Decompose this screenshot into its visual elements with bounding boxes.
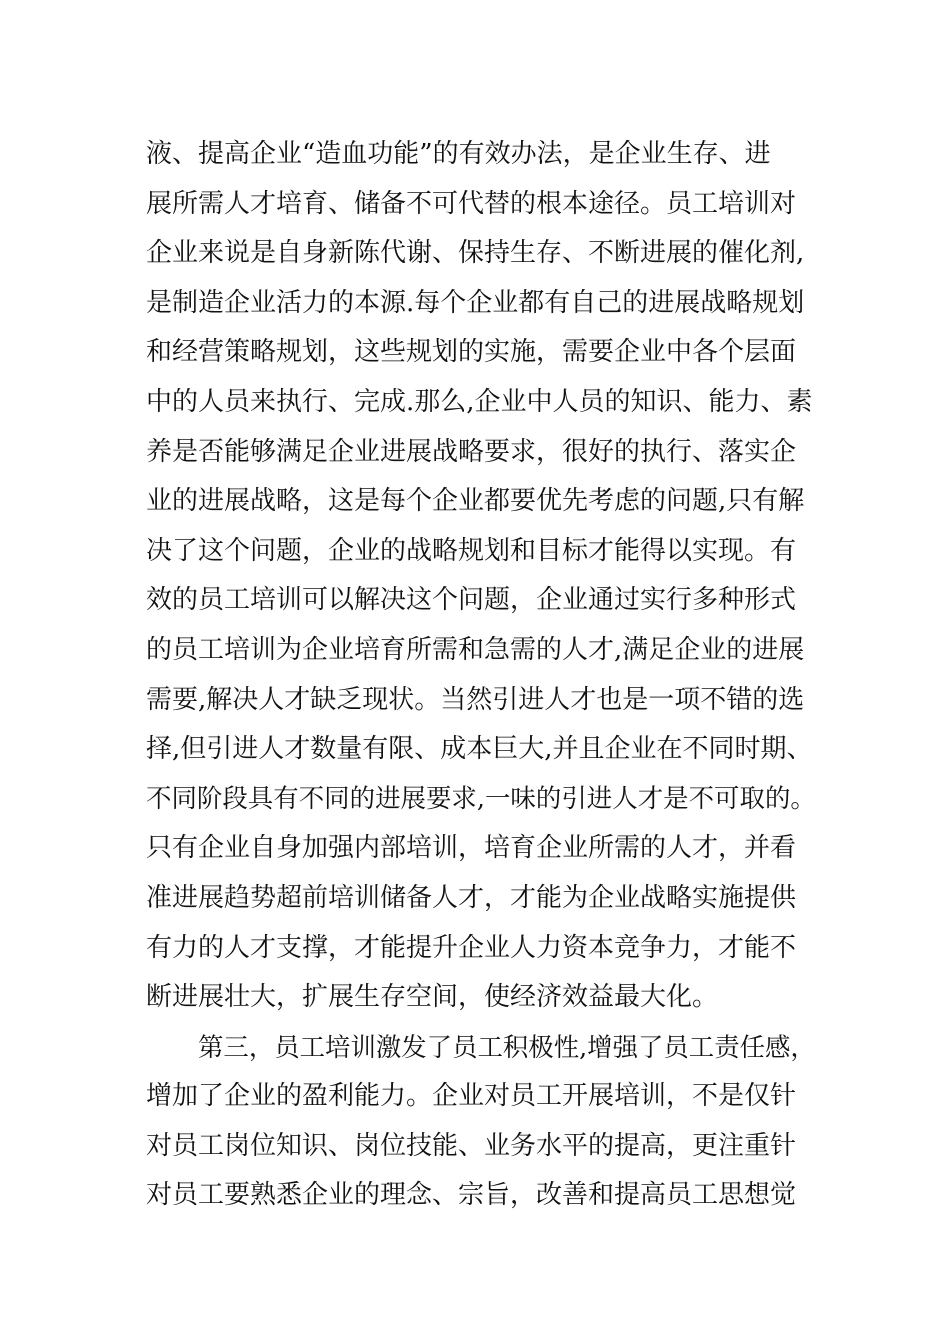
text-line: 效的员工培训可以解决这个问题，企业通过实行多种形式 <box>146 585 797 616</box>
text-line: 有力的人才支撑，才能提升企业人力资本竞争力，才能不 <box>146 932 797 963</box>
text-line: 和经营策略规划，这些规划的实施，需要企业中各个层面 <box>146 337 797 368</box>
text-line: 企业来说是自身新陈代谢、保持生存、不断进展的催化剂, <box>146 238 805 269</box>
text-line: 择,但引进人才数量有限、成本巨大,并且企业在不同时期、 <box>146 734 813 765</box>
text-line: 准进展趋势超前培训储备人才，才能为企业战略实施提供 <box>146 882 797 913</box>
text-line: 液、提高企业“造血功能”的有效办法，是企业生存、进 <box>146 139 771 169</box>
text-line: 增加了企业的盈利能力。企业对员工开展培训，不是仅针 <box>146 1081 797 1112</box>
text-line: 对员工要熟悉企业的理念、宗旨，改善和提高员工思想觉 <box>146 1180 797 1211</box>
text-line: 展所需人才培育、储备不可代替的根本途径。员工培训对 <box>146 188 797 219</box>
text-line: 的员工培训为企业培育所需和急需的人才,满足企业的进展 <box>146 634 805 665</box>
text-line: 需要,解决人才缺乏现状。当然引进人才也是一项不错的选 <box>146 684 805 715</box>
text-line: 只有企业自身加强内部培训，培育企业所需的人才，并看 <box>146 833 797 864</box>
text-line: 断进展壮大，扩展生存空间，使经济效益最大化。 <box>146 982 719 1013</box>
text-line: 不同阶段具有不同的进展要求,一味的引进人才是不可取的。 <box>146 783 816 814</box>
text-line: 是制造企业活力的本源.每个企业都有自己的进展战略规划 <box>146 287 805 318</box>
text-line: 对员工岗位知识、岗位技能、业务水平的提高，更注重针 <box>146 1130 797 1161</box>
text-line: 决了这个问题，企业的战略规划和目标才能得以实现。有 <box>146 535 797 566</box>
text-line: 养是否能够满足企业进展战略要求，很好的执行、落实企 <box>146 436 797 467</box>
text-line: 中的人员来执行、完成.那么,企业中人员的知识、能力、素 <box>146 386 813 417</box>
paragraph-start-line: 第三，员工培训激发了员工积极性,增强了员工责任感， <box>198 1031 816 1062</box>
text-line: 业的进展战略，这是每个企业都要优先考虑的问题,只有解 <box>146 486 805 517</box>
body-text <box>146 130 816 1221</box>
